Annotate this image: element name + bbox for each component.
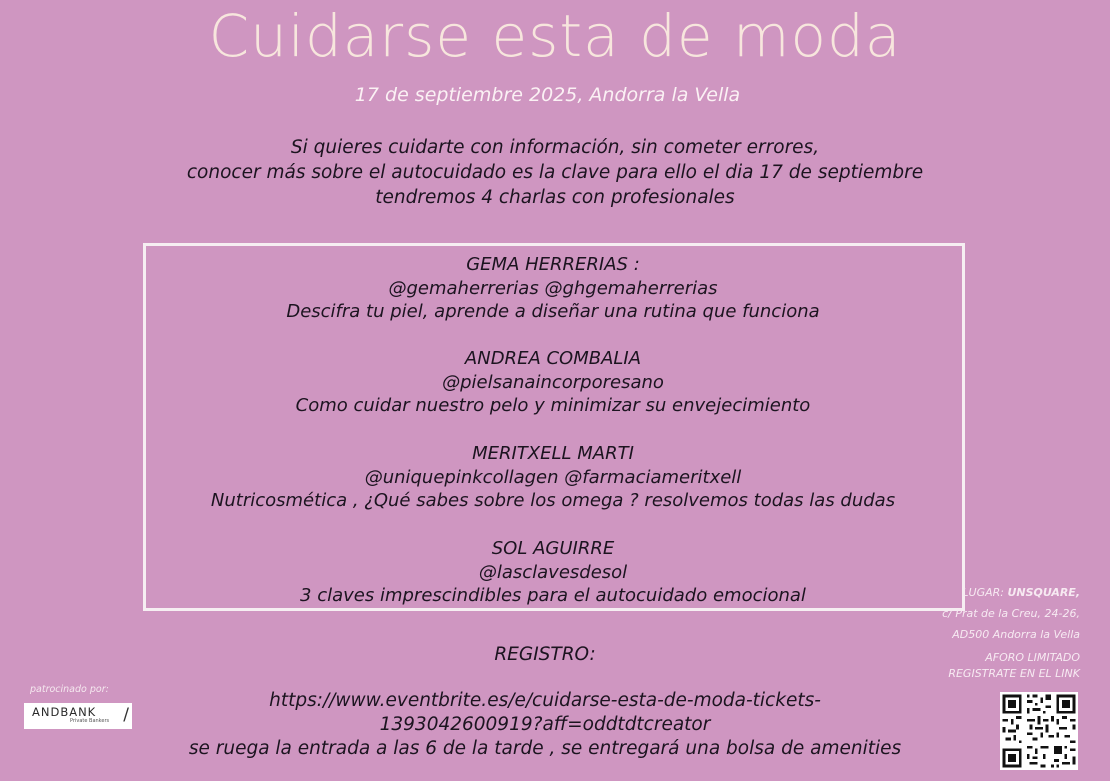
registration-url-line[interactable]: https://www.eventbrite.es/e/cuidarse-esta-de-moda-tickets- [269,690,821,711]
speaker-handles: @lasclavesdesol [478,561,628,583]
andbank-logo [24,703,132,729]
qr-code-icon[interactable] [1000,692,1078,770]
register-cta: REGISTRATE EN EL LINK [948,667,1080,680]
speaker-name: MERITXELL MARTI [472,443,634,464]
registration-block [0,689,1090,761]
registration-url-line[interactable]: 1393042600919?aff=oddtdtcreator [379,714,711,735]
venue-info [942,582,1080,645]
sponsor-label: patrocinado por: [30,684,109,695]
event-title: Cuidarse esta de moda [208,2,902,70]
speaker-block [0,537,1106,608]
intro-line: tendremos 4 charlas con profesionales [375,187,735,208]
speaker-name: GEMA HERRERIAS : [466,254,640,275]
speaker-handles: @uniquepinkcollagen @farmaciameritxell [364,466,742,488]
speaker-talk: Nutricosmética , ¿Qué sabes sobre los omega ? resolvemos todas las dudas [210,490,896,511]
speaker-block [0,347,1106,418]
speaker-handles: @gemaherrerias @ghgemaherrerias [388,277,718,299]
speaker-block [0,442,1106,513]
speaker-talk: 3 claves imprescindibles para el autocuidado emocional [300,585,806,606]
intro-line: conocer más sobre el autocuidado es la clave para ello el dia 17 de septiembre [186,162,924,183]
arrival-note: se ruega la entrada a las 6 de la tarde , se entregará una bolsa de amenities [188,738,902,759]
registration-heading: REGISTRO: [494,644,596,665]
intro-text [0,135,1110,210]
event-date-location: 17 de septiembre 2025, Andorra la Vella [354,84,741,106]
speaker-name: SOL AGUIRRE [491,538,615,559]
speaker-talk: Como cuidar nuestro pelo y minimizar su envejecimiento [295,395,811,416]
logo-slash-icon: / [123,705,129,725]
speaker-block [0,253,1106,324]
venue-name: UNSQUARE, [1007,586,1080,599]
venue-city: AD500 Andorra la Vella [952,628,1080,641]
logo-tagline: Private Bankers [70,718,110,724]
registration-link[interactable] [0,689,1090,737]
venue-address: c/ Prat de la Creu, 24-26, [942,607,1080,620]
intro-line: Si quieres cuidarte con información, sin cometer errores, [290,137,820,158]
logo-name: ANDBANK [32,705,97,719]
venue-label: LUGAR: [962,586,1008,599]
speaker-name: ANDREA COMBALIA [464,348,642,369]
capacity-text: AFORO LIMITADO [985,651,1080,664]
speaker-handles: @pielsanaincorporesano [442,371,664,393]
capacity-notice [948,650,1080,682]
speaker-talk: Descifra tu piel, aprende a diseñar una rutina que funciona [286,301,820,322]
